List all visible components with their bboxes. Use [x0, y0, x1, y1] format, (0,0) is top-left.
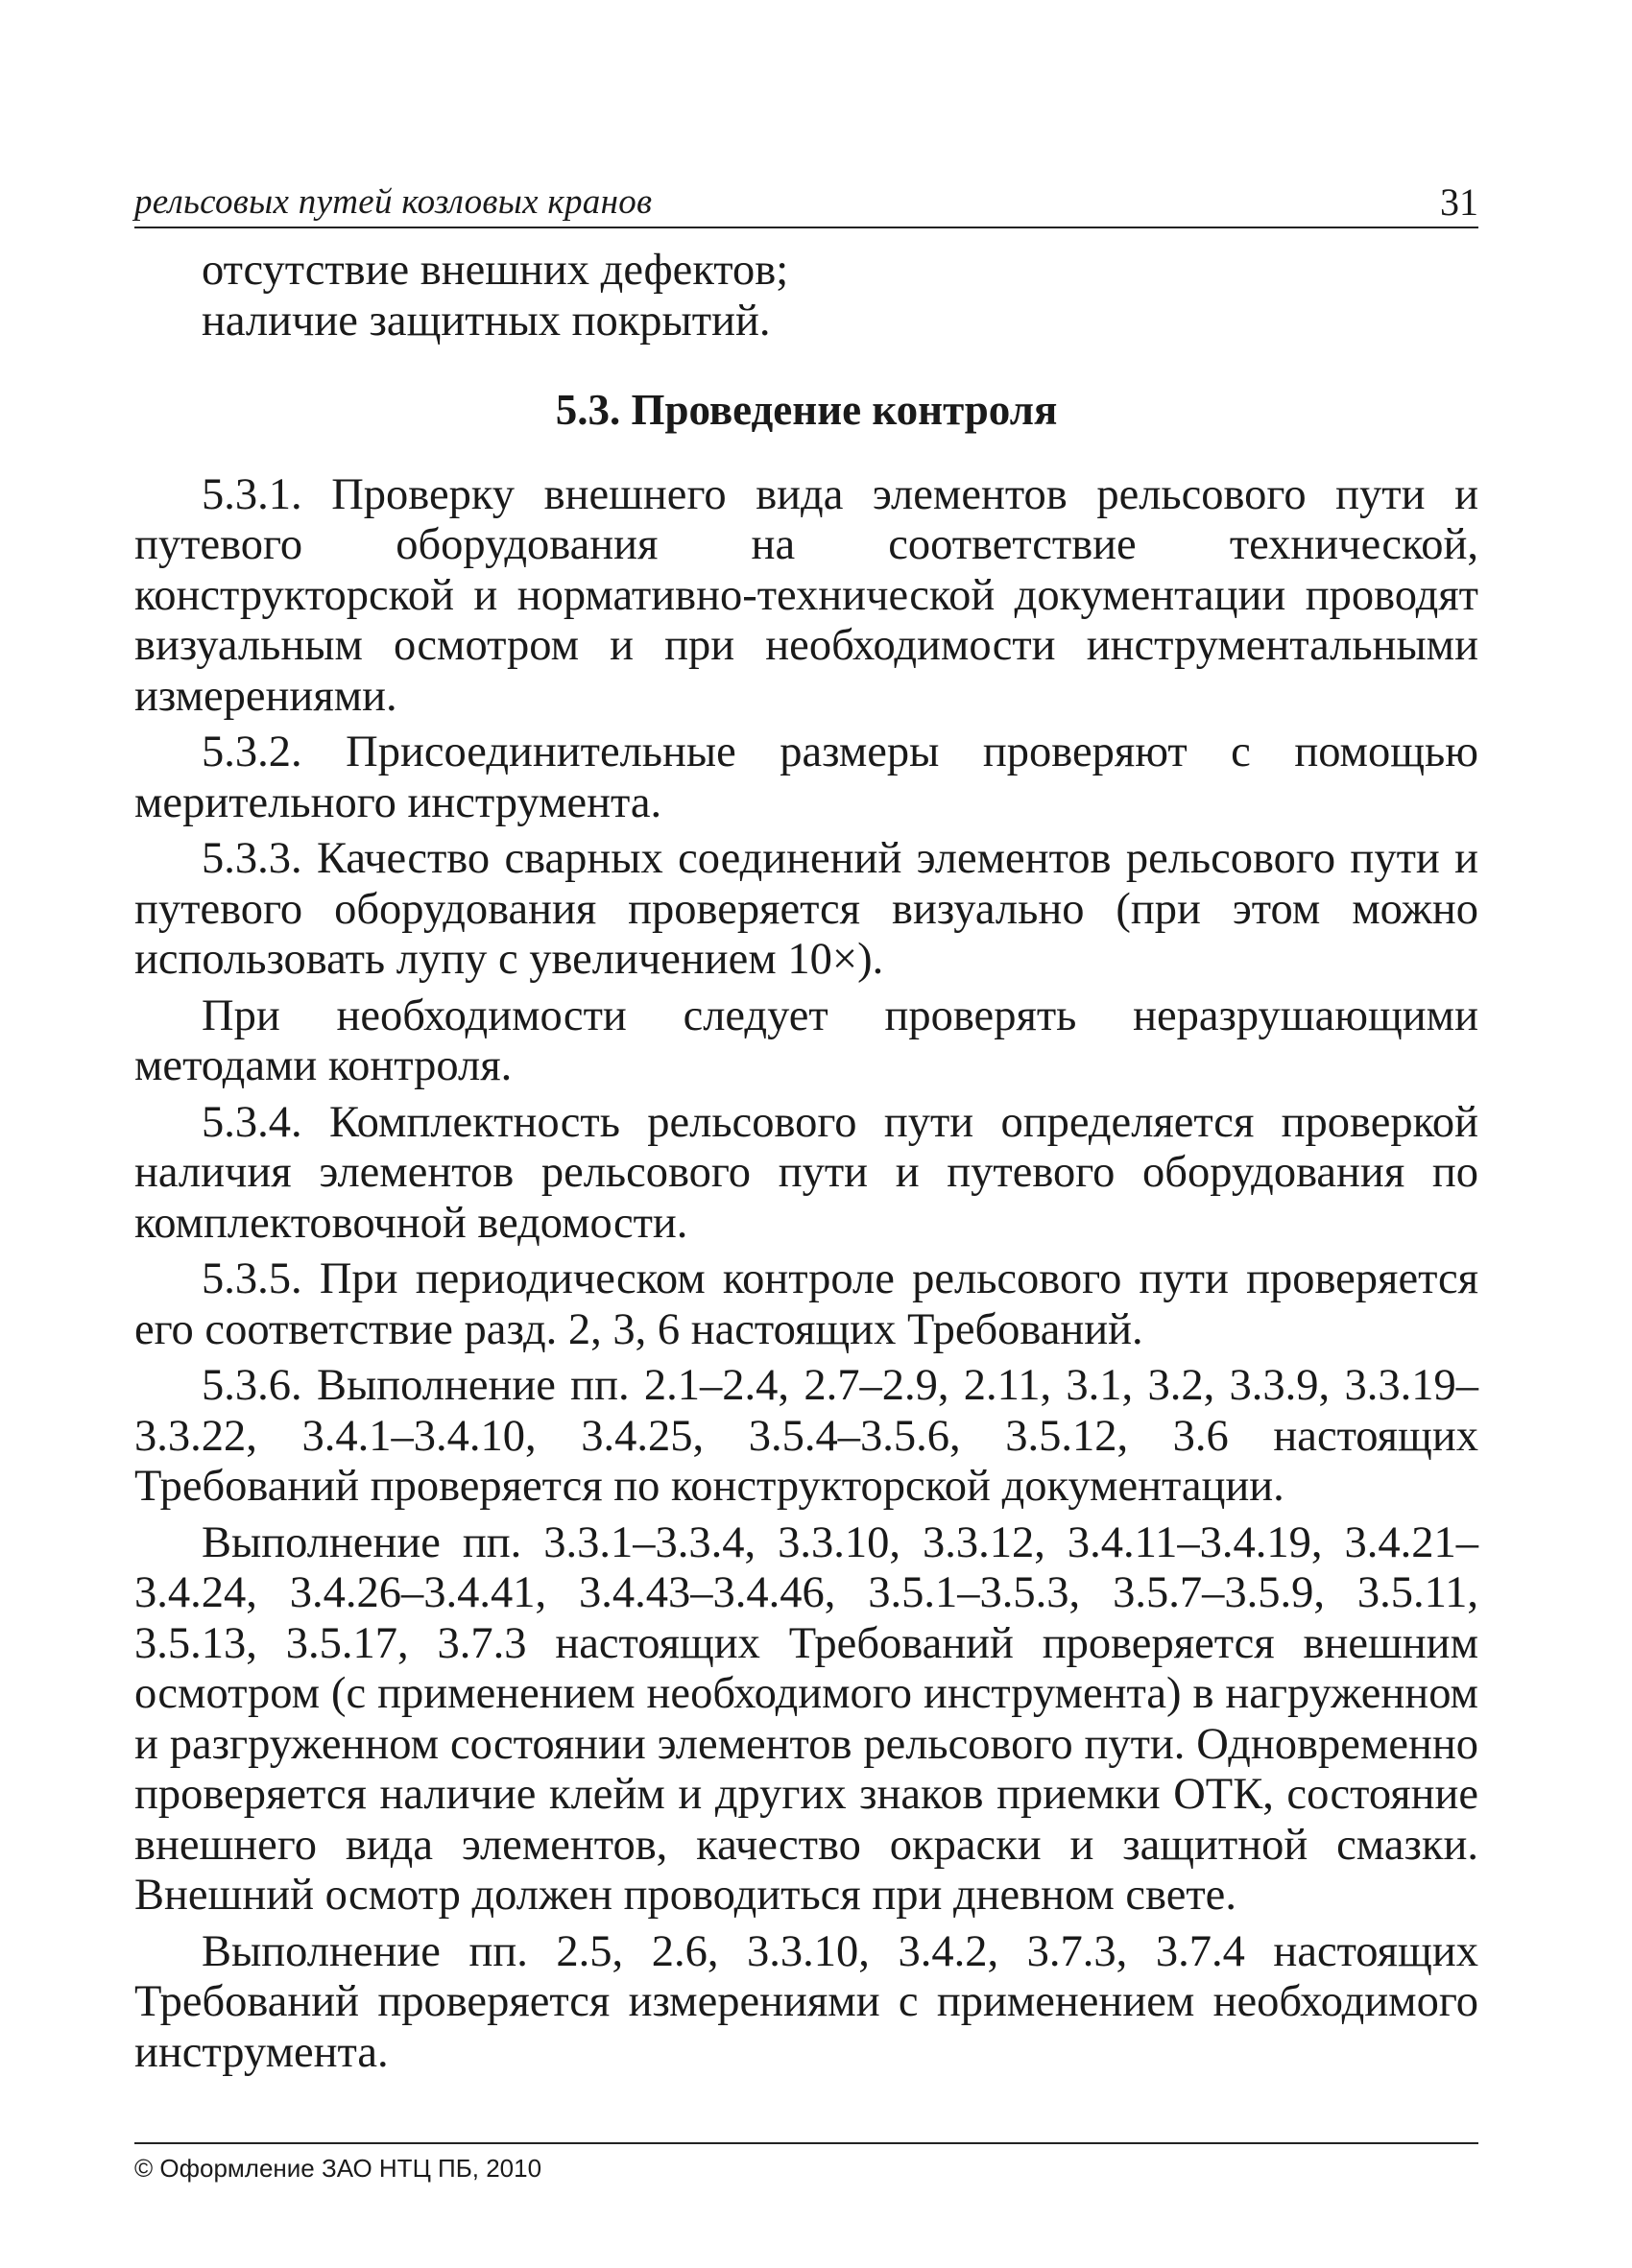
- intro-line: наличие защитных покрытий.: [202, 296, 771, 346]
- paragraph-5-3-3: 5.3.3. Качество сварных соединений элементов рельсового пути и путевого оборудования проверяется визуально (при этом можно использовать лупу с увеличением 10×).: [134, 834, 1478, 984]
- document-page: [134, 0, 1478, 2268]
- page-body: [134, 246, 1478, 2078]
- section-heading: 5.3. Проведение контроля: [555, 386, 1058, 434]
- intro-line: отсутствие внешних дефектов;: [202, 246, 789, 295]
- paragraph-5-3-5: 5.3.5. При периодическом контроле рельсового пути проверяется его соответствие разд. 2, 3, 6 настоящих Требований.: [134, 1254, 1478, 1354]
- running-title: рельсовых путей козловых кранов: [134, 182, 653, 222]
- intro-list: [134, 246, 1478, 346]
- paragraph-5-3-2: 5.3.2. Присоединительные размеры проверяют с помощью мерительного инструмента.: [134, 728, 1478, 827]
- paragraph-measurements: Выполнение пп. 2.5, 2.6, 3.3.10, 3.4.2, 3.7.3, 3.7.4 настоящих Требований проверяется измерениями с применением необходимого инструмента.: [134, 1926, 1478, 2077]
- running-header: [134, 177, 1478, 228]
- paragraph-visual-inspection: Выполнение пп. 3.3.1–3.3.4, 3.3.10, 3.3.12, 3.4.11–3.4.19, 3.4.21–3.4.24, 3.4.26–3.4.41, 3.4.43–3.4.46, 3.5.1–3.5.3, 3.5.7–3.5.9, 3.5.11, 3.5.13, 3.5.17, 3.7.3 настоящих Требований проверяется внешним осмотром (с применением необходимого инструмента) в нагруженном и разгруженном состоянии элементов рельсового пути. Одновременно проверяется наличие клейм и других знаков приемки ОТК, состояние внешнего вида элементов, качество окраски и защитной смазки. Внешний осмотр должен проводиться при дневном свете.: [134, 1517, 1478, 1920]
- paragraph-5-3-6: 5.3.6. Выполнение пп. 2.1–2.4, 2.7–2.9, 2.11, 3.1, 3.2, 3.3.9, 3.3.19–3.3.22, 3.4.1–3.4.10, 3.4.25, 3.5.4–3.5.6, 3.5.12, 3.6 настоящих Требований проверяется по конструкторской документации.: [134, 1361, 1478, 1511]
- page-number: 31: [1440, 180, 1478, 224]
- paragraph-5-3-4: 5.3.4. Комплектность рельсового пути определяется проверкой наличия элементов рельсового пути и путевого оборудования по комплектовочной ведомости.: [134, 1097, 1478, 1248]
- copyright-note: © Оформление ЗАО НТЦ ПБ, 2010: [134, 2154, 542, 2183]
- paragraph-5-3-1: 5.3.1. Проверку внешнего вида элементов рельсового пути и путевого оборудования на соответствие технической, конструкторской и нормативно-технической документации проводят визуальным осмотром и при необходимости инструментальными измерениями.: [134, 469, 1478, 721]
- page-footer: [134, 2142, 1478, 2184]
- paragraph-ndt-note: При необходимости следует проверять неразрушающими методами контроля.: [134, 991, 1478, 1090]
